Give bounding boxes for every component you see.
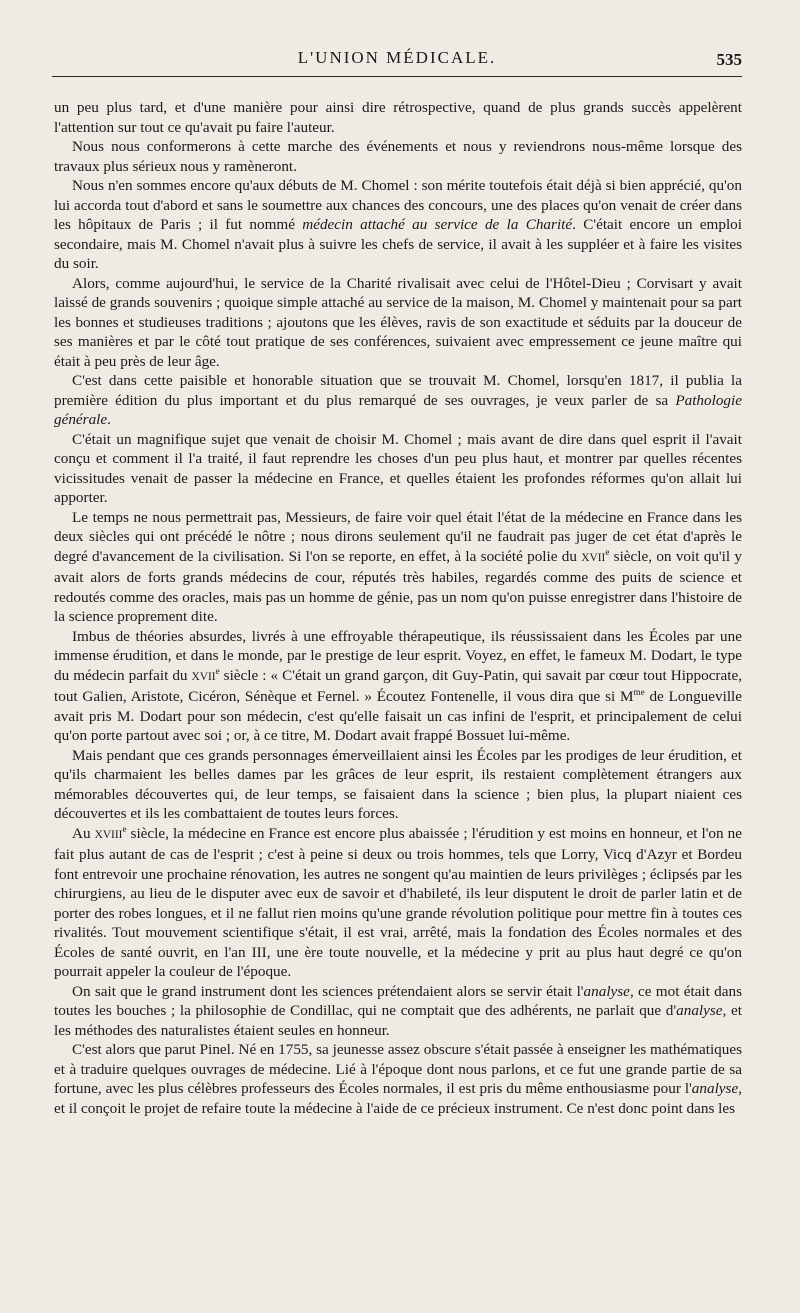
italic-text: analyse <box>691 1080 739 1097</box>
paragraph-text: un peu plus tard, et d'une manière pour ainsi dire rétrospective, quand de plus grands succès appelèrent l'attention sur tout ce qu'avait pu faire l'auteur. <box>54 99 742 136</box>
paragraph-7 <box>54 508 742 627</box>
paragraph-text: Imbus de théories absurdes, livrés à une effroyable thérapeutique, ils réussissaient dans les Écoles par une immense érudition, et dans le monde, par le prestige de leur esprit. Voyez, en effet, le fameux M. Dodart, le type du médecin parfait du <box>54 627 742 684</box>
paragraph-text: siècle, la médecine en France est encore plus abaissée ; l'érudition y est moins en honneur, et l'on ne fait plus autant de cas de l'esprit ; c'est à peine si deux ou trois hommes, tels que Lorry, Vicq d'Azyr et Bordeu font entrevoir une prochaine rénovation, les autres ne songent qu'au maintien de leurs privilèges ; éclipsés par les chirurgiens, au lieu de le disputer avec eux de savoir et d'habileté, ils leur disputent le droit de parler latin et de porter des robes longues, et il ne fallut rien moins qu'une grande révolution politique pour mettre fin à toutes ces rivalités. Tout mouvement scientifique s'était, il est vrai, arrêté, mais la fondation des Écoles normales et des Écoles de santé ouvrit, en l'an III, une ère toute nouvelle, et la médecine y prit au plus haut degré ce qu'on pourrait appeler la couleur de l'époque. <box>54 824 742 980</box>
paragraph-text: , et les méthodes des naturalistes étaient seules en honneur. <box>54 1002 742 1039</box>
paragraph-text: Au <box>72 824 95 842</box>
paragraph-text: C'est dans cette paisible et honorable situation que se trouvait M. Chomel, lorsqu'en 1817, il publia la première édition du plus important et du plus remarqué de ses ouvrages, je veux parler de sa <box>54 372 742 409</box>
superscript: e <box>605 546 610 557</box>
book-title: Pathologie générale <box>54 391 742 428</box>
paragraph-text: Nous n'en sommes encore qu'aux débuts de M. Chomel : son mérite toutefois était déjà si bien apprécié, qu'on lui accorda tout d'abord et sans le soumettre aux chances des concours, une des places qu'on venait de créer dans les hôpitaux de Paris ; il fut nommé <box>54 177 742 233</box>
paragraph-8 <box>54 627 742 746</box>
running-title: L'UNION MÉDICALE. <box>297 48 497 67</box>
superscript: e <box>215 665 220 676</box>
italic-text: analyse <box>676 1002 723 1019</box>
paragraph-text: . <box>107 411 111 428</box>
paragraph-9 <box>54 746 742 824</box>
paragraph-text: , et il conçoit le projet de refaire toute la médecine à l'aide de ce précieux instrument. Ce n'est donc point dans les <box>54 1080 742 1117</box>
paragraph-text: C'est alors que parut Pinel. Né en 1755, sa jeunesse assez obscure s'était passée à enseigner les mathématiques et à traduire quelques ouvrages de médecine. Lié à l'époque dont nous parlons, et ce fut une grande partie de sa fortune, avec les plus célèbres professeurs des Écoles normales, il est pris du même enthousiasme pour l' <box>54 1041 742 1097</box>
century-numeral: XVII <box>581 551 606 564</box>
paragraph-text: Le temps ne nous permettrait pas, Messieurs, de faire voir quel était l'état de la médecine en France dans les deux siècles qui ont précédé le nôtre ; nous dirons seulement qu'il ne faudrait pas juger de cet état d'après le degré d'avancement de la civilisation. Si l'on se reporte, en effet, à la société polie du <box>54 508 742 565</box>
paragraph-4 <box>54 274 742 372</box>
century-numeral: XVII <box>191 670 216 683</box>
century-numeral: XVIII <box>94 828 123 841</box>
paragraph-text: . C'était encore un emploi secondaire, mais M. Chomel n'avait plus à suivre les chefs de service, il avait à les suppléer et à faire les visites du soir. <box>54 216 742 272</box>
paragraph-3 <box>54 176 742 274</box>
paragraph-text: siècle : « C'était un grand garçon, dit Guy-Patin, qui savait par cœur tout Hippocrate, tout Galien, Aristote, Cicéron, Sénèque et Fernel. » Écoutez Fontenelle, il vous dira que si M <box>54 666 742 705</box>
paragraph-10 <box>54 824 742 982</box>
superscript: me <box>633 686 645 697</box>
italic-text: médecin attaché au service de la Charité <box>302 216 573 233</box>
body-text <box>54 98 742 1118</box>
paragraph-text: , ce mot était dans toutes les bouches ; la philosophie de Condillac, qui ne comptait que des adhérents, ne parlait que d' <box>54 982 742 1019</box>
paragraph-5 <box>54 371 742 430</box>
paragraph-11 <box>54 982 742 1041</box>
italic-text: analyse <box>583 982 630 1000</box>
paragraph-text: On sait que le grand instrument dont les sciences prétendaient alors se servir était l' <box>72 982 584 1000</box>
page-number: 535 <box>716 50 742 69</box>
paragraph-text: Nous nous conformerons à cette marche des événements et nous y reviendrons nous-même lorsque des travaux plus sérieux nous y ramèneront. <box>54 138 742 175</box>
page-header <box>52 48 742 82</box>
paragraph-6 <box>54 430 742 508</box>
paragraph-12 <box>54 1040 742 1118</box>
superscript: e <box>122 823 127 834</box>
paragraph-2 <box>54 137 742 176</box>
paragraph-text: siècle, on voit qu'il y avait alors de forts grands médecins de cour, réputés très habiles, regardés comme des puits de science et redoutés comme des oracles, mais pas un homme de génie, pas un nom qu'on puisse enregistrer dans l'histoire de la science proprement dite. <box>54 547 742 625</box>
paragraph-text: Mais pendant que ces grands personnages émerveillaient ainsi les Écoles par les prodiges de leur érudition, et qu'ils charmaient les belles dames par les grâces de leur esprit, ils restaient complètement étrangers aux mémorables découvertes qui, de leur temps, se faisaient dans la science ; bien plus, la plupart niaient ces découvertes et ils les combattaient de toutes leurs forces. <box>54 746 742 822</box>
header-rule <box>52 76 742 77</box>
paragraph-text: C'était un magnifique sujet que venait de choisir M. Chomel ; mais avant de dire dans quel esprit il l'avait conçu et comment il l'a traité, il faut reprendre les choses d'un peu plus haut, et montrer par quelles récentes vicissitudes venait de passer la médecine en France, et quelles étaient les profondes réformes qu'on allait lui apporter. <box>54 430 742 506</box>
paragraph-1 <box>54 98 742 137</box>
paragraph-text: de Longueville avait pris M. Dodart pour son médecin, c'est qu'elle faisait un cas infini de l'esprit, et principalement de celui qu'on porte partout avec soi ; or, à ce titre, M. Dodart avait frappé Bossuet lui-même. <box>54 688 742 744</box>
paragraph-text: Alors, comme aujourd'hui, le service de la Charité rivalisait avec celui de l'Hôtel-Dieu ; Corvisart y avait laissé de grands souvenirs ; quoique simple attaché au service de la maison, M. Chomel y maintenait pour sa part les bonnes et studieuses traditions ; ajoutons que les élèves, ravis de son exactitude et séduits par la douceur de ses manières et par le côté tout pratique de ses conférences, suivaient avec empressement ce jeune maître qui était à peu près de leur âge. <box>54 274 742 370</box>
